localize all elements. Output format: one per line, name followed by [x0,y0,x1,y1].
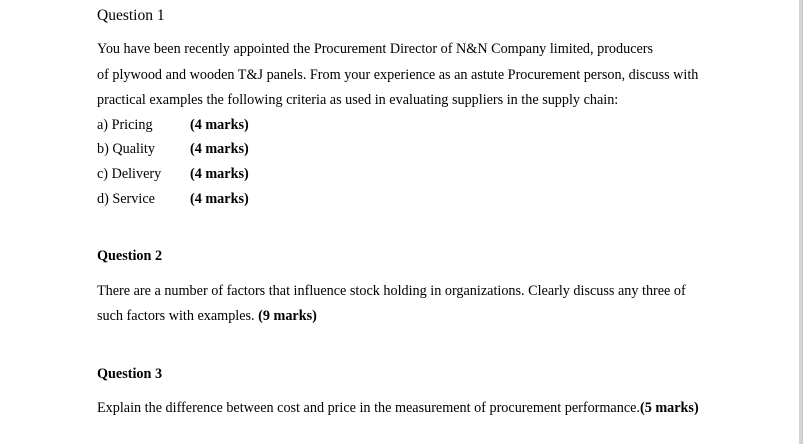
question-1-line-2: of plywood and wooden T&J panels. From your experience as an astute Procurement person, discuss with [97,67,699,83]
question-2-line-1: There are a number of factors that influence stock holding in organizations. Clearly discuss any three of [97,283,686,299]
question-3-marks: (5 marks) [639,400,699,416]
question-3-title: Question 3 [97,366,163,382]
question-1-line-1: You have been recently appointed the Procurement Director of N&N Company limited, producers [97,41,654,57]
criteria-marks: (4 marks) [190,117,249,133]
question-1-title: Question 1 [97,7,165,24]
question-1-line-3: practical examples the following criteria as used in evaluating suppliers in the supply chain: [97,92,619,108]
question-3-text: Explain the difference between cost and price in the measurement of procurement performance. [97,400,640,416]
window-edge [799,0,802,444]
criteria-marks: (4 marks) [190,191,249,207]
question-2-text: such factors with examples. [97,308,255,324]
criteria-label: b) Quality [97,141,155,157]
question-2-line-2 [97,307,317,325]
question-3-line [97,399,699,417]
question-2-title: Question 2 [97,248,163,264]
criteria-label: d) Service [97,191,155,207]
criteria-marks: (4 marks) [190,166,249,182]
criteria-label: a) Pricing [97,117,153,133]
criteria-label: c) Delivery [97,166,162,182]
question-2-marks: (9 marks) [258,308,317,324]
criteria-marks: (4 marks) [190,141,249,157]
